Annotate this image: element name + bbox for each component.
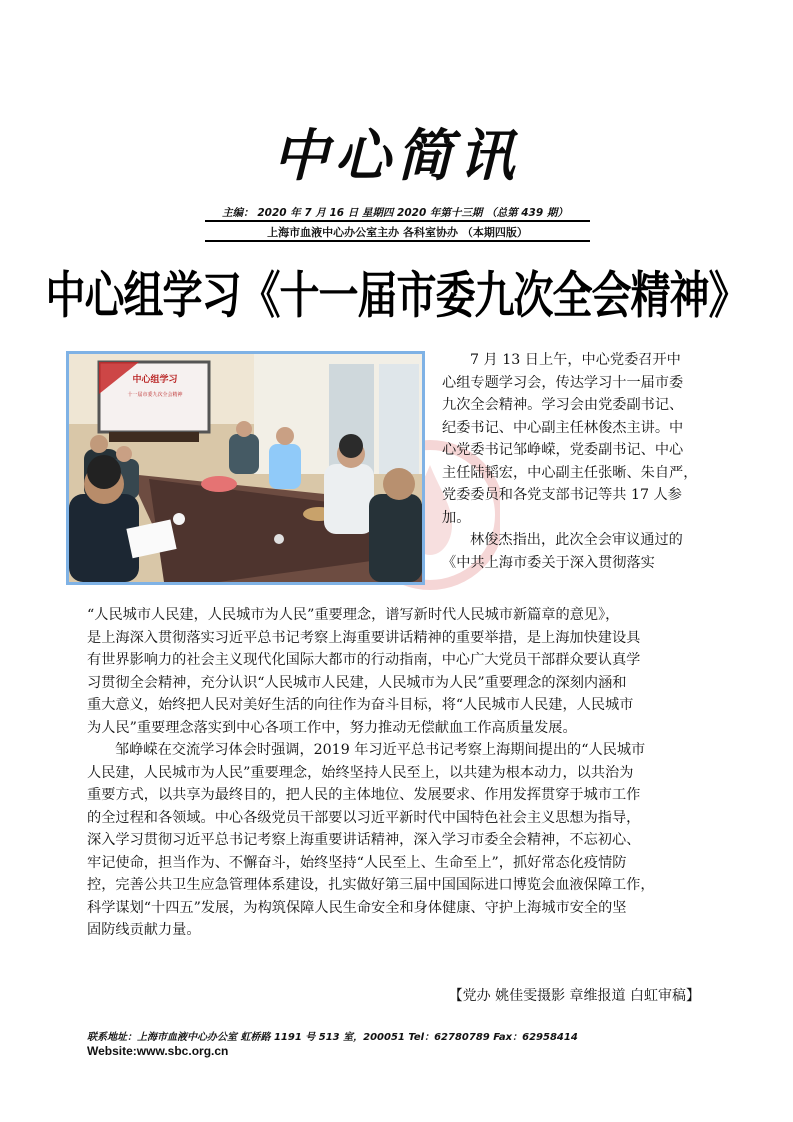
paragraph-line: 控，完善公共卫生应急管理体系建设，扎实做好第三届中国国际进口博览会血液保障工作， xyxy=(87,877,655,893)
paragraph-line: 深入学习贯彻习近平总书记考察上海重要讲话精神，深入学习市委全会精神，不忘初心、 xyxy=(87,832,641,848)
paragraph-line: 是上海深入贯彻落实习近平总书记考察上海重要讲话精神的重要举措，是上海加快建设具 xyxy=(87,629,641,646)
divider-bottom xyxy=(205,240,590,242)
paragraph-line: 有世界影响力的社会主义现代化国际大都市的行动指南，中心广大党员干部群众要认真学 xyxy=(87,652,641,668)
paragraph-line: 固防线贡献力量。 xyxy=(87,922,201,938)
screen-title: 中心组学习 xyxy=(132,375,178,385)
paragraph-line: 加。 xyxy=(442,509,471,526)
paragraph-line: 九次全会精神。学习会由党委副书记、 xyxy=(442,397,684,413)
meeting-photo xyxy=(66,351,425,585)
paragraph-line: 《中共上海市委关于深入贯彻落实 xyxy=(442,554,655,571)
paragraph-line: 主任陆韬宏，中心副主任张晰、朱自严， xyxy=(442,464,698,481)
paragraph-line: 牢记使命，担当作为、不懈奋斗，始终坚持“人民至上、生命至上”，抓好常态化疫情防 xyxy=(87,854,627,871)
paragraph-line: 邹峥嵘在交流学习体会时强调，2019 年习近平总书记考察上海期间提出的“人民城市 xyxy=(115,742,646,758)
body-text xyxy=(87,604,727,942)
divider-top xyxy=(205,220,590,222)
paragraph-line: 纪委书记、中心副主任林俊杰主讲。中 xyxy=(442,419,684,436)
screen-subtitle: 十一届市委九次全会精神 xyxy=(127,392,183,398)
paragraph-line: “人民城市人民建，人民城市为人民”重要理念，谱写新时代人民城市新篇章的意见》， xyxy=(87,607,620,623)
paragraph-line: 心党委书记邹峥嵘，党委副书记、中心 xyxy=(442,442,684,458)
footer-website-link[interactable]: Website:www.sbc.org.cn xyxy=(87,1044,229,1058)
paragraph-line: 为人民”重要理念落实到中心各项工作中，努力推动无偿献血工作高质量发展。 xyxy=(87,719,577,736)
paragraph-line: 心组专题学习会，传达学习十一届市委 xyxy=(442,374,684,391)
paragraph-line: 7 月 13 日上午，中心党委召开中 xyxy=(470,352,681,368)
issue-info: 主编： 2020 年 7 月 16 日 星期四 2020 年第十三期 （总第 439 期） xyxy=(222,207,568,219)
article-credit: 【党办 姚佳雯摄影 章维报道 白虹审稿】 xyxy=(448,988,700,1004)
sponsor-line: 上海市血液中心办公室主办 各科室协办 （本期四版） xyxy=(267,226,528,239)
paragraph-line: 人民建，人民城市为人民”重要理念，始终坚持人民至上，以共建为根本动力，以共治为 xyxy=(87,764,634,781)
paragraph-line: 习贯彻全会精神，充分认识“人民城市人民建，人民城市为人民”重要理念的深刻内涵和 xyxy=(87,674,627,691)
paragraph-line: 科学谋划“十四五”发展，为构筑保障人民生命安全和身体健康、守护上海城市安全的坚 xyxy=(87,899,627,916)
paragraph-line: 党委委员和各党支部书记等共 17 人参 xyxy=(442,487,682,503)
paragraph-line: 重要方式，以共享为最终目的，把人民的主体地位、发展要求、作用发挥贯穿于城市工作 xyxy=(87,787,641,803)
paragraph-line: 林俊杰指出，此次全会审议通过的 xyxy=(470,532,683,548)
masthead-title: 中心简讯 xyxy=(272,123,521,189)
paragraph-line: 的全过程和各领域。中心各级党员干部要以习近平新时代中国特色社会主义思想为指导， xyxy=(87,809,641,826)
article-headline: 中心组学习《十一届市委九次全会精神》 xyxy=(45,267,748,325)
right-column-text xyxy=(442,349,727,574)
footer-contact: 联系地址：上海市血液中心办公室 虹桥路 1191 号 513 室，200051 Tel：62780789 Fax：62958414 xyxy=(87,1032,578,1043)
paragraph-line: 重大意义，始终把人民对美好生活的向往作为奋斗目标，将“人民城市人民建，人民城市 xyxy=(87,697,634,713)
